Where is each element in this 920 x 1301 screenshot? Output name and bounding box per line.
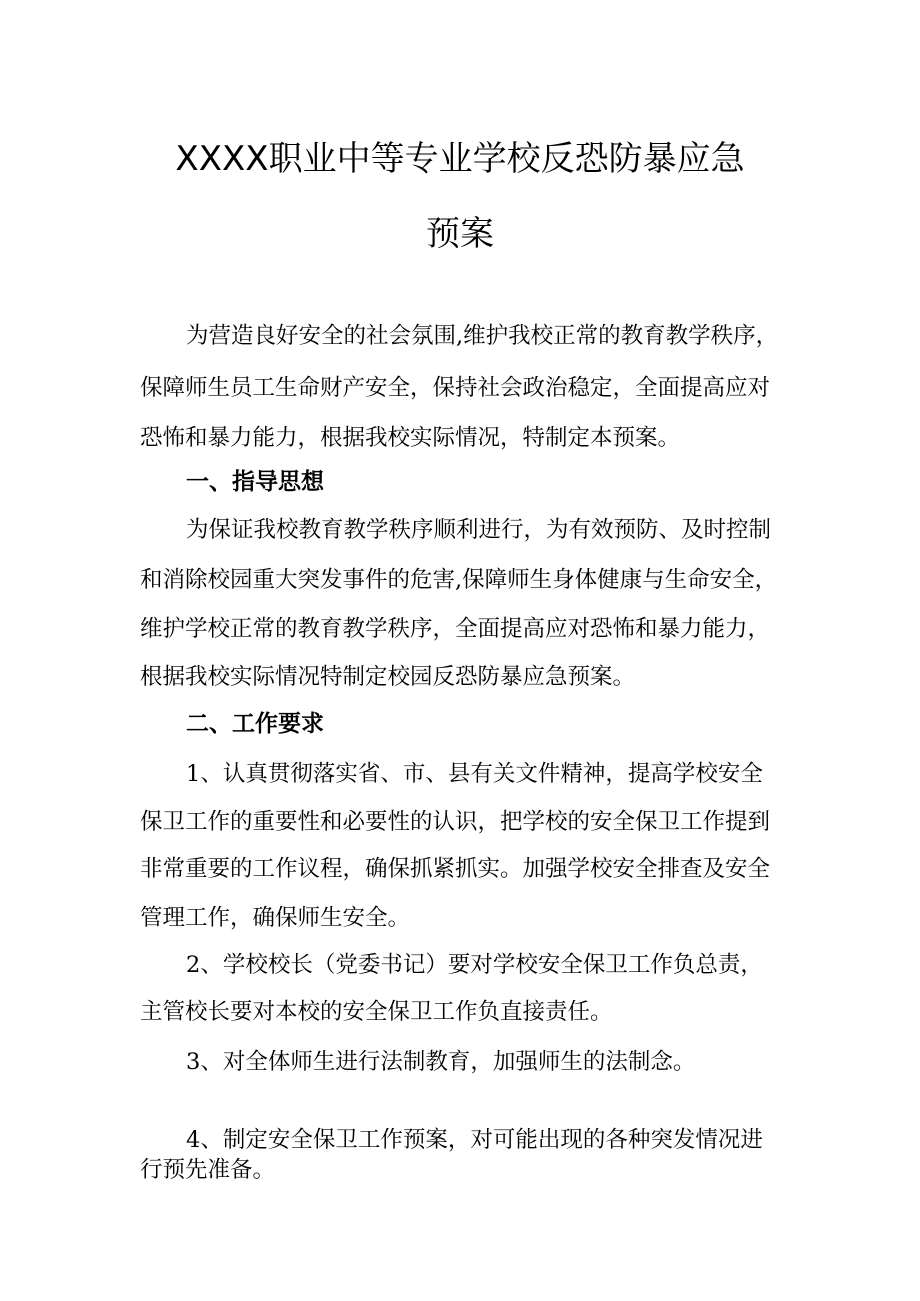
- item2-line-2: 主管校长要对本校的安全保卫工作负直接责任。: [140, 999, 613, 1025]
- section1-line-2: 和消除校园重大突发事件的危害,保障师生身体健康与生命安全，: [140, 567, 778, 593]
- section-heading-guiding-ideology: 一、指导思想: [186, 469, 324, 495]
- document-title-line-2: 预案: [426, 214, 494, 254]
- intro-line-1: 为营造良好安全的社会氛围,维护我校正常的教育教学秩序，: [186, 323, 779, 349]
- section1-line-3: 维护学校正常的教育教学秩序，全面提高应对恐怖和暴力能力，: [140, 616, 771, 642]
- section1-line-1: 为保证我校教育教学秩序顺利进行，为有效预防、及时控制: [186, 517, 772, 543]
- document-title-line-1: XXXX职业中等专业学校反恐防暴应急: [175, 139, 745, 179]
- item2-line-1: 2、学校校长（党委书记）要对学校安全保卫工作负总责，: [186, 952, 763, 978]
- item1-line-1: 1、认真贯彻落实省、市、县有关文件精神，提高学校安全: [186, 761, 763, 787]
- item1-line-3: 非常重要的工作议程，确保抓紧抓实。加强学校安全排查及安全: [140, 856, 771, 882]
- section-heading-work-requirements: 二、工作要求: [186, 711, 324, 737]
- item4-line-1: 4、制定安全保卫工作预案，对可能出现的各种突发情况进: [186, 1127, 763, 1153]
- item3-line-1: 3、对全体师生进行法制教育，加强师生的法制念。: [186, 1049, 696, 1075]
- item1-line-2: 保卫工作的重要性和必要性的认识，把学校的安全保卫工作提到: [140, 809, 771, 835]
- section1-line-4: 根据我校实际情况特制定校园反恐防暴应急预案。: [140, 664, 636, 690]
- item4-line-2: 行预先准备。: [140, 1157, 276, 1183]
- intro-line-2: 保障师生员工生命财产安全，保持社会政治稳定，全面提高应对: [140, 375, 771, 401]
- intro-line-3: 恐怖和暴力能力，根据我校实际情况，特制定本预案。: [140, 425, 681, 451]
- item1-line-4: 管理工作，确保师生安全。: [140, 905, 411, 931]
